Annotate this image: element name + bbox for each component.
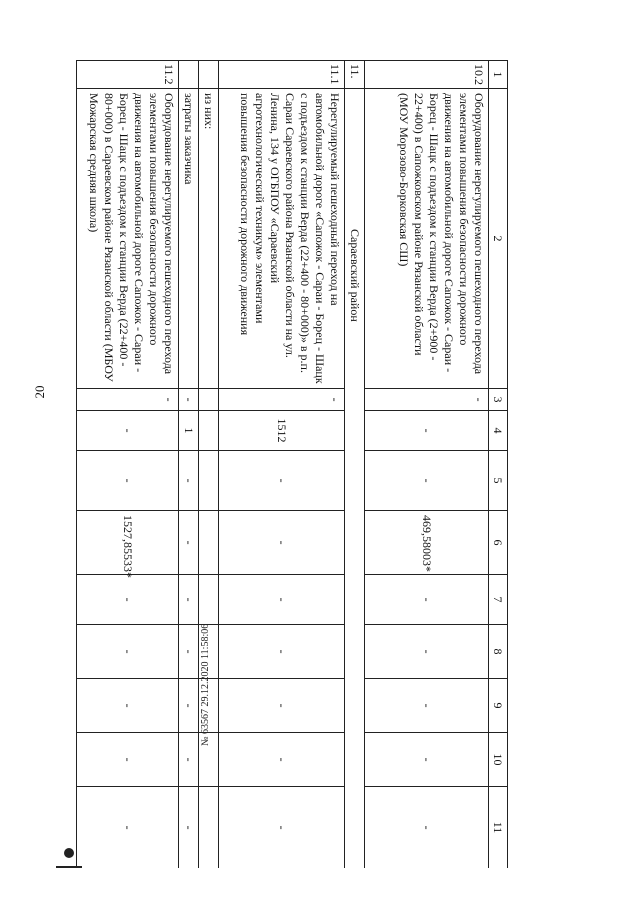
rotated-table-wrapper xyxy=(76,60,508,868)
header-row xyxy=(489,61,508,869)
cell: - xyxy=(219,511,345,575)
row-number xyxy=(179,61,199,89)
cell: - xyxy=(365,787,489,869)
header-cell: 10 xyxy=(489,733,508,787)
page-number: 20 xyxy=(32,385,47,399)
cell: 1 xyxy=(179,411,199,451)
cell: - xyxy=(219,389,345,411)
header-cell: 9 xyxy=(489,679,508,733)
cell xyxy=(199,511,219,575)
header-cell: 4 xyxy=(489,411,508,451)
cell: - xyxy=(219,787,345,869)
region-row xyxy=(345,61,365,869)
header-cell: 2 xyxy=(489,89,508,389)
row-number: 11. xyxy=(345,61,365,89)
cell xyxy=(199,575,219,625)
cell: - xyxy=(179,625,199,679)
cell: - xyxy=(219,575,345,625)
cell: - xyxy=(365,733,489,787)
cell: - xyxy=(179,575,199,625)
cell: - xyxy=(77,787,179,869)
cell: - xyxy=(77,575,179,625)
cell: 469,58003* xyxy=(365,511,489,575)
cell: 1512 xyxy=(219,411,345,451)
cell: - xyxy=(365,389,489,411)
header-cell: 3 xyxy=(489,389,508,411)
cell: - xyxy=(365,575,489,625)
table-rotated-content xyxy=(76,60,508,868)
cell xyxy=(199,451,219,511)
cell: - xyxy=(179,451,199,511)
cell xyxy=(199,787,219,869)
cell: - xyxy=(219,451,345,511)
cell: - xyxy=(77,389,179,411)
row-number xyxy=(199,61,219,89)
scan-artifact-icon xyxy=(586,6,634,12)
cell: - xyxy=(77,679,179,733)
row-number: 11.1 xyxy=(219,61,345,89)
header-cell: 1 xyxy=(489,61,508,89)
registration-stamp-icon xyxy=(56,848,82,868)
table-row xyxy=(199,61,219,869)
row-number: 11.2 xyxy=(77,61,179,89)
cell: 1527,85533* xyxy=(77,511,179,575)
cell: - xyxy=(77,733,179,787)
row-description: Оборудование нерегулируемого пешеходного перехода элементами повышения безопасности дорожного движения на автомобильной дороге Сапожок - Сараи - Борец - Шацк с подъездом к станции Верда (22+400 - 80+000) в Сараевском районе Рязанской области (МБОУ Можарская средняя школа) xyxy=(77,89,179,389)
cell: - xyxy=(179,389,199,411)
cell: - xyxy=(179,511,199,575)
header-cell: 5 xyxy=(489,451,508,511)
cell: - xyxy=(365,625,489,679)
header-cell: 6 xyxy=(489,511,508,575)
region-label-text: Сараевский район xyxy=(348,229,362,322)
data-table xyxy=(76,60,508,868)
header-cell: 7 xyxy=(489,575,508,625)
row-number: 10.2 xyxy=(365,61,489,89)
table-row xyxy=(179,61,199,869)
cell: - xyxy=(365,451,489,511)
cell: - xyxy=(179,787,199,869)
cell: - xyxy=(77,411,179,451)
table-row xyxy=(219,61,345,869)
cell: - xyxy=(365,679,489,733)
table-row xyxy=(365,61,489,869)
row-description: из них: xyxy=(199,89,219,389)
cell: - xyxy=(219,733,345,787)
header-cell: 11 xyxy=(489,787,508,869)
cell xyxy=(199,389,219,411)
row-description: Оборудование нерегулируемого пешеходного перехода элементами повышения безопасности дорожного движения на автомобильной дороге Сапожок - Сараи - Борец - Шацк с подъездом к станции Верда (2+900 - 22+400) в Сапожковском районе Рязанской области (МОУ Морозово-Борковская СШ) xyxy=(365,89,489,389)
region-label xyxy=(345,89,365,869)
cell: - xyxy=(219,625,345,679)
row-description: Нерегулируемый пешеходный переход на автомобильной дороге «Сапожок - Сараи - Борец - Шацк с подъездом к станции Верда (22+400 - 80+000)» в р.п. Сараи Сараевского района Рязанской области на ул. Ленина, 134 у ОГБПОУ «Сараевский агротехнологический техникум» элементами повышения безопасности дорожного движения xyxy=(219,89,345,389)
table-row xyxy=(77,61,179,869)
registration-note: № 63567 29.12.2020 11:58:06 xyxy=(200,623,211,746)
cell: - xyxy=(77,625,179,679)
cell: - xyxy=(179,733,199,787)
cell: - xyxy=(179,679,199,733)
cell xyxy=(199,411,219,451)
cell: - xyxy=(365,411,489,451)
cell: - xyxy=(77,451,179,511)
header-cell: 8 xyxy=(489,625,508,679)
row-description: затраты заказчика xyxy=(179,89,199,389)
cell: - xyxy=(219,679,345,733)
